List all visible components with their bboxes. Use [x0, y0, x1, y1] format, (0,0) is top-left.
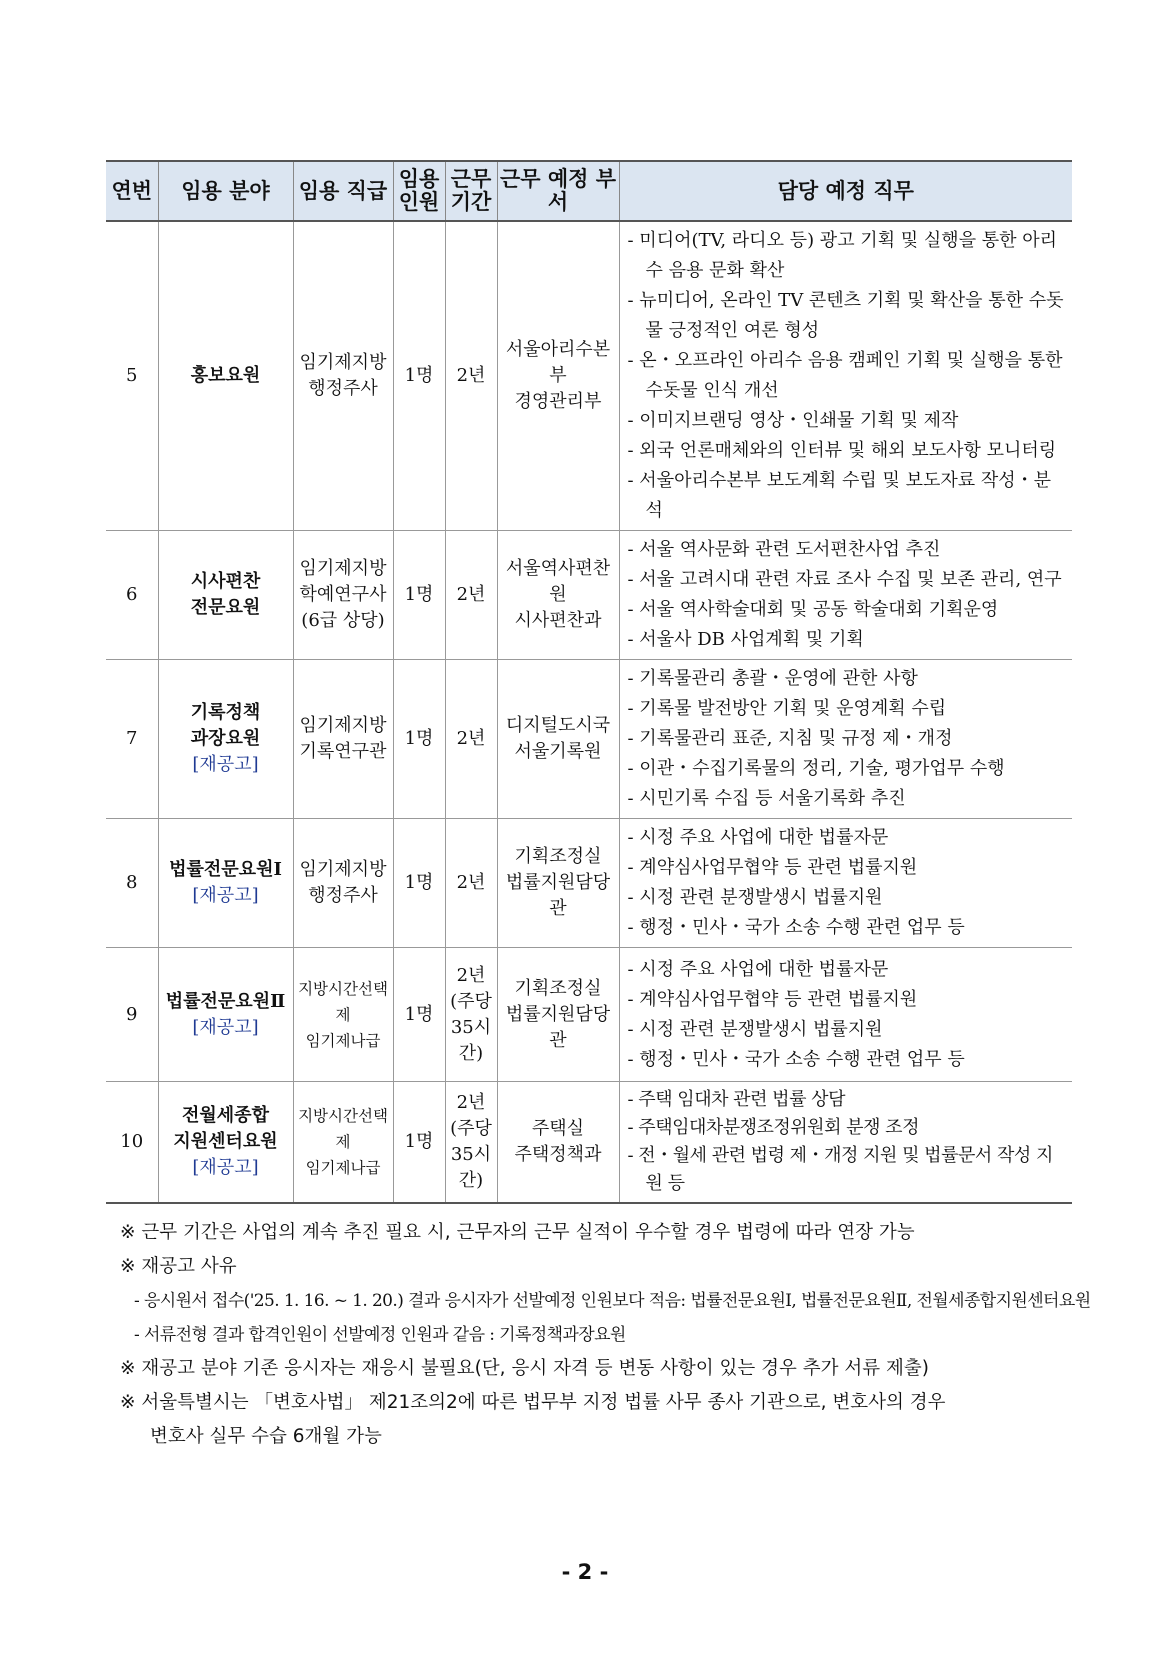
count-value: 1명	[404, 872, 434, 893]
dept-line: 주택실	[531, 1118, 585, 1139]
period-line: 35시간)	[450, 1144, 492, 1191]
count-cell	[393, 948, 445, 1082]
duties-cell	[619, 948, 1072, 1082]
period-cell	[445, 531, 497, 660]
header-field: 임용 분야	[158, 161, 293, 221]
dept-line: 서울기록원	[514, 741, 602, 762]
duty-item: - 행정・민사・국가 소송 수행 관련 업무 등	[627, 917, 965, 938]
duty-item: - 서울아리수본부 보도계획 수립 및 보도자료 작성・분석	[627, 470, 1052, 521]
dept-line: 기획조정실	[514, 846, 602, 867]
dept-cell	[497, 660, 619, 819]
field-name: 시사편찬	[190, 571, 261, 592]
duties-cell	[619, 1082, 1072, 1204]
duty-item: - 서울 고려시대 관련 자료 조사 수집 및 보존 관리, 연구	[627, 569, 1062, 590]
duty-item: - 주택 임대차 관련 법률 상담	[627, 1089, 845, 1110]
row-number-cell	[106, 819, 158, 948]
duty-item: - 서울 역사학술대회 및 공동 학술대회 기획운영	[627, 599, 999, 620]
duty-item: - 이미지브랜딩 영상・인쇄물 기획 및 제작	[627, 410, 959, 431]
row-number: 6	[126, 584, 138, 605]
grade-cell	[293, 819, 393, 948]
dept-line: 주택정책과	[514, 1144, 602, 1165]
field-name: 지원센터요원	[173, 1131, 278, 1152]
duty-item: - 서울 역사문화 관련 도서편찬사업 추진	[627, 539, 941, 560]
grade-line: 학예연구사	[299, 584, 387, 605]
recruitment-table	[106, 160, 1072, 1204]
grade-cell	[293, 221, 393, 531]
field-cell	[158, 948, 293, 1082]
field-name: 전월세종합	[182, 1105, 269, 1126]
duties-cell	[619, 221, 1072, 531]
count-value: 1명	[404, 1003, 434, 1025]
field-name: 기록정책	[190, 702, 261, 723]
count-cell	[393, 531, 445, 660]
field-cell	[158, 660, 293, 819]
table-row	[106, 221, 1072, 531]
duty-item: - 시정 주요 사업에 대한 법률자문	[627, 958, 889, 980]
dept-line: 디지털도시국	[505, 715, 611, 736]
duty-item: - 뉴미디어, 온라인 TV 콘텐츠 기획 및 확산을 통한 수돗물 긍정적인 여론 형성	[627, 290, 1064, 341]
field-cell	[158, 531, 293, 660]
row-number: 9	[126, 1003, 138, 1025]
dept-line: 법률지원담당관	[505, 872, 611, 919]
duty-item: - 시정 관련 분쟁발생시 법률지원	[627, 887, 883, 908]
note-reannounce-reason: ※ 재공고 사유	[120, 1256, 237, 1277]
field-cell	[158, 1082, 293, 1204]
duty-item: - 기록물관리 총괄・운영에 관한 사항	[627, 668, 918, 689]
page-number: - 2 -	[561, 1560, 609, 1584]
count-value: 1명	[404, 1131, 434, 1152]
duties-cell	[619, 531, 1072, 660]
reannounce-tag: [재공고]	[192, 885, 259, 906]
grade-cell	[293, 948, 393, 1082]
period-line: 2년	[456, 365, 486, 386]
period-line: 2년	[456, 1092, 486, 1113]
reannounce-tag: [재공고]	[192, 1157, 259, 1178]
field-cell	[158, 819, 293, 948]
duty-item: - 기록물관리 표준, 지침 및 규정 제・개정	[627, 728, 953, 749]
row-number: 10	[120, 1131, 144, 1152]
row-number: 8	[126, 872, 138, 893]
field-name: 홍보요원	[190, 365, 261, 386]
grade-line: (6급 상당)	[301, 610, 385, 631]
duty-item: - 기록물 발전방안 기획 및 운영계획 수립	[627, 698, 947, 719]
grade-line: 기록연구관	[299, 741, 387, 762]
grade-cell	[293, 1082, 393, 1204]
dept-cell	[497, 948, 619, 1082]
grade-line: 임기제지방	[299, 859, 387, 880]
duties-cell	[619, 819, 1072, 948]
dept-line: 서울역사편찬원	[505, 558, 611, 605]
header-period: 근무 기간	[445, 161, 497, 221]
duty-item: - 시민기록 수집 등 서울기록화 추진	[627, 788, 906, 809]
period-line: 35시간)	[450, 1016, 492, 1064]
table-row	[106, 1082, 1072, 1204]
header-grade: 임용 직급	[293, 161, 393, 221]
period-cell	[445, 221, 497, 531]
table-row	[106, 948, 1072, 1082]
duty-item: - 외국 언론매체와의 인터뷰 및 해외 보도사항 모니터링	[627, 440, 1057, 461]
dept-line: 서울아리수본부	[505, 339, 611, 386]
header-dept: 근무 예정 부서	[497, 161, 619, 221]
note-reason-document-screening: - 서류전형 결과 합격인원이 선발예정 인원과 같음 : 기록정책과장요원	[134, 1325, 626, 1345]
dept-cell	[497, 1082, 619, 1204]
field-name: 법률전문요원Ⅱ	[165, 990, 286, 1012]
grade-line: 행정주사	[308, 885, 378, 906]
reannounce-tag: [재공고]	[192, 754, 259, 775]
count-cell	[393, 819, 445, 948]
grade-cell	[293, 531, 393, 660]
header-count: 임용 인원	[393, 161, 445, 221]
note-reapply: ※ 재공고 분야 기존 응시자는 재응시 불필요(단, 응시 자격 등 변동 사항이 있는 경우 추가 서류 제출)	[120, 1358, 930, 1379]
dept-cell	[497, 819, 619, 948]
note-lawyer-training: ※ 서울특별시는 「변호사법」 제21조의2에 따른 법무부 지정 법률 사무 종사 기관으로, 변호사의 경우	[120, 1392, 946, 1413]
period-line: 2년	[456, 872, 486, 893]
duty-item: - 이관・수집기록물의 정리, 기술, 평가업무 수행	[627, 758, 1005, 779]
grade-line: 임기제나급	[305, 1031, 381, 1050]
duty-item: - 전・월세 관련 법령 제・개정 지원 및 법률문서 작성 지원 등	[627, 1145, 1053, 1194]
row-number: 5	[126, 365, 138, 386]
count-cell	[393, 221, 445, 531]
note-extension: ※ 근무 기간은 사업의 계속 추진 필요 시, 근무자의 근무 실적이 우수할 경우 법령에 따라 연장 가능	[120, 1222, 915, 1243]
header-no: 연번	[106, 161, 158, 221]
count-value: 1명	[404, 365, 434, 386]
field-name: 과장요원	[190, 728, 261, 749]
period-line: 2년	[456, 728, 486, 749]
period-cell	[445, 948, 497, 1082]
dept-line: 시사편찬과	[514, 610, 602, 631]
dept-line: 기획조정실	[514, 977, 602, 999]
duty-item: - 계약심사업무협약 등 관련 법률지원	[627, 857, 918, 878]
dept-cell	[497, 221, 619, 531]
count-cell	[393, 1082, 445, 1204]
row-number: 7	[126, 728, 138, 749]
grade-line: 임기제나급	[305, 1159, 381, 1177]
period-cell	[445, 1082, 497, 1204]
duties-cell	[619, 660, 1072, 819]
count-value: 1명	[404, 584, 434, 605]
grade-line: 지방시간선택제	[298, 979, 388, 1024]
row-number-cell	[106, 948, 158, 1082]
table-row	[106, 531, 1072, 660]
grade-line: 행정주사	[308, 378, 378, 399]
period-cell	[445, 819, 497, 948]
grade-line: 임기제지방	[299, 715, 387, 736]
period-line: 2년	[456, 584, 486, 605]
table-header-row	[106, 161, 1072, 221]
duty-item: - 온・오프라인 아리수 음용 캠페인 기획 및 실행을 통한 수돗물 인식 개선	[627, 350, 1063, 401]
duty-item: - 행정・민사・국가 소송 수행 관련 업무 등	[627, 1048, 965, 1070]
row-number-cell	[106, 221, 158, 531]
grade-line: 임기제지방	[299, 558, 387, 579]
period-line: (주당	[450, 1118, 492, 1139]
notes-section	[120, 1216, 1091, 1454]
table-row	[106, 819, 1072, 948]
dept-line: 경영관리부	[514, 391, 602, 412]
period-cell	[445, 660, 497, 819]
grade-cell	[293, 660, 393, 819]
header-duties: 담당 예정 직무	[619, 161, 1072, 221]
dept-line: 법률지원담당관	[505, 1003, 611, 1051]
grade-line: 임기제지방	[299, 352, 387, 373]
row-number-cell	[106, 531, 158, 660]
field-name: 전문요원	[190, 597, 261, 618]
note-lawyer-training-cont: 변호사 실무 수습 6개월 가능	[150, 1426, 382, 1447]
row-number-cell	[106, 1082, 158, 1204]
field-cell	[158, 221, 293, 531]
count-value: 1명	[404, 728, 434, 749]
count-cell	[393, 660, 445, 819]
dept-cell	[497, 531, 619, 660]
duty-item: - 서울사 DB 사업계획 및 기획	[627, 629, 864, 650]
field-name: 법률전문요원Ⅰ	[169, 859, 282, 880]
period-line: (주당	[450, 990, 492, 1012]
row-number-cell	[106, 660, 158, 819]
table-row	[106, 660, 1072, 819]
period-line: 2년	[456, 964, 486, 986]
note-reason-applicants: - 응시원서 접수('25. 1. 16. ~ 1. 20.) 결과 응시자가 선발예정 인원보다 적음: 법률전문요원Ⅰ, 법률전문요원Ⅱ, 전월세종합지원센터요원	[134, 1291, 1091, 1311]
reannounce-tag: [재공고]	[192, 1016, 259, 1038]
duty-item: - 시정 관련 분쟁발생시 법률지원	[627, 1018, 883, 1040]
duty-item: - 계약심사업무협약 등 관련 법률지원	[627, 988, 918, 1010]
grade-line: 지방시간선택제	[298, 1107, 388, 1151]
duty-item: - 주택임대차분쟁조정위원회 분쟁 조정	[627, 1117, 919, 1138]
duty-item: - 시정 주요 사업에 대한 법률자문	[627, 827, 889, 848]
duty-item: - 미디어(TV, 라디오 등) 광고 기획 및 실행을 통한 아리수 음용 문화 확산	[627, 230, 1058, 281]
